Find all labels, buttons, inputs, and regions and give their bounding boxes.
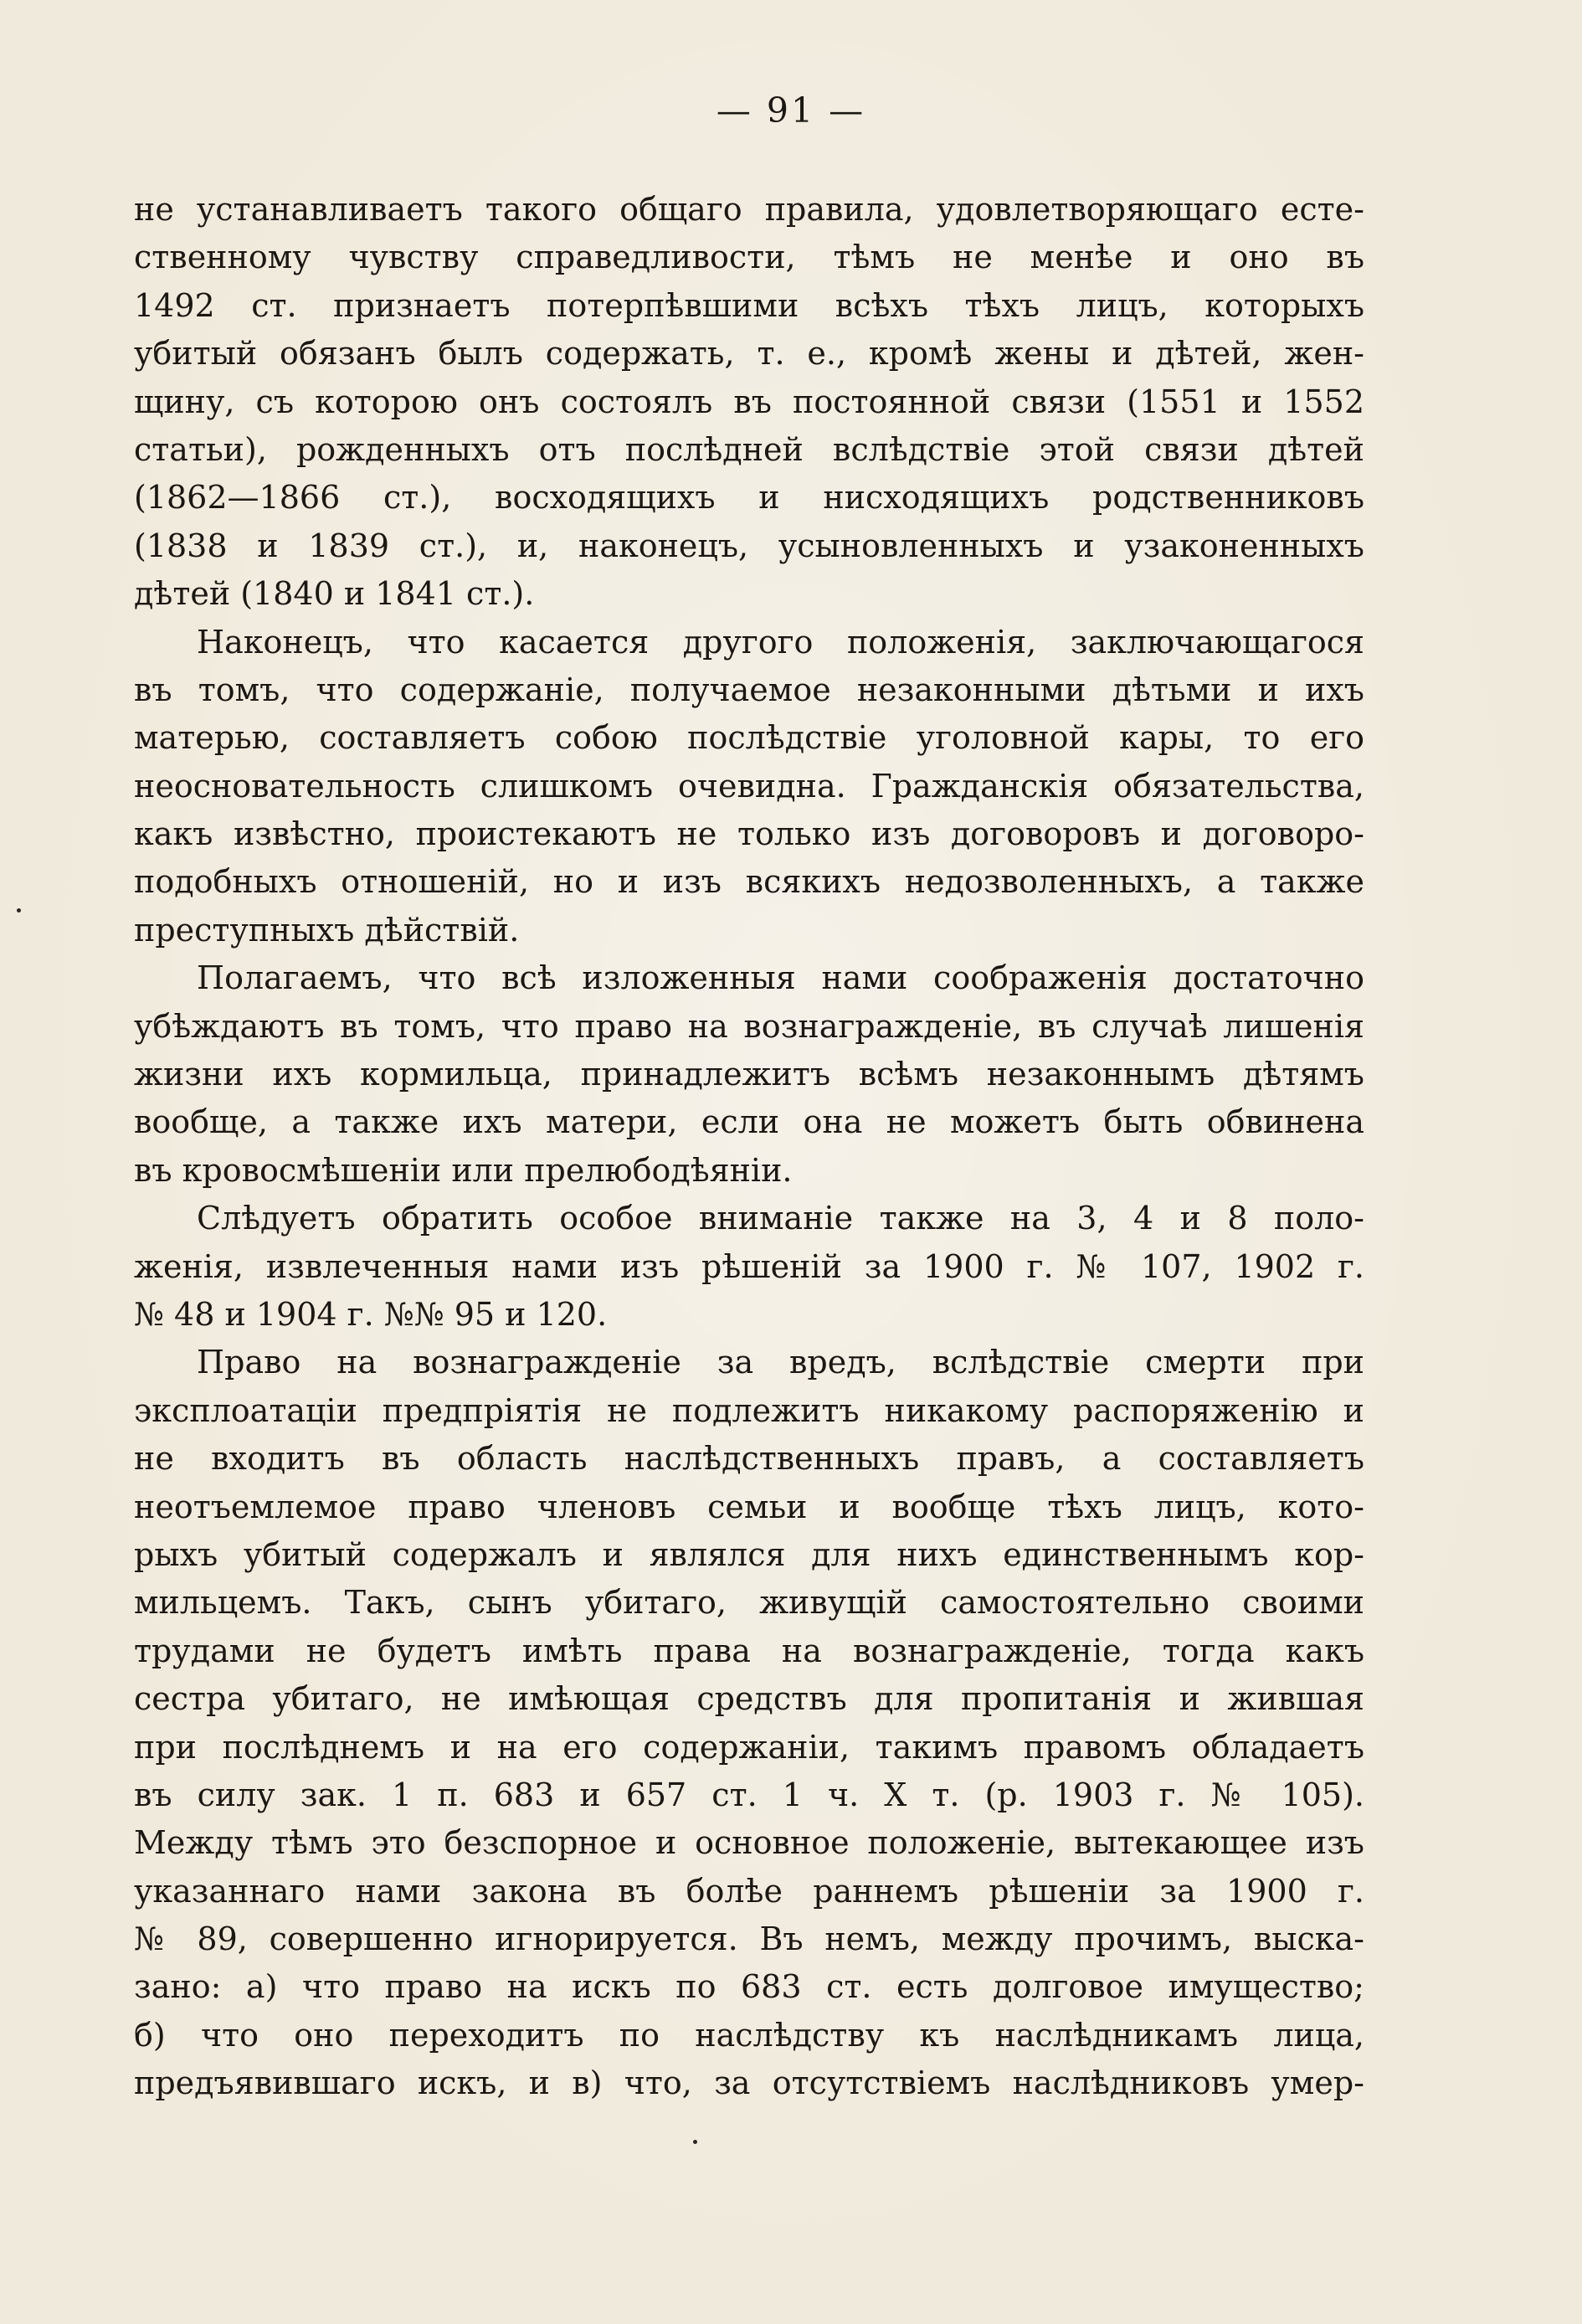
text-line: указаннаго нами закона въ болѣе раннемъ рѣшеніи за 1900 г. xyxy=(134,1872,1364,1910)
paragraph-2 xyxy=(134,619,1364,955)
text-line: сестра убитаго, не имѣющая средствъ для пропитанія и жившая xyxy=(134,1680,1364,1718)
text-line: вообще, а также ихъ матери, если она не можетъ быть обвинена xyxy=(134,1103,1364,1141)
text-line: матерью, составляетъ собою послѣдствіе уголовной кары, то его xyxy=(134,719,1364,757)
paragraph-5 xyxy=(134,1339,1364,2107)
text-line: въ томъ, что содержаніе, получаемое незаконными дѣтьми и ихъ xyxy=(134,671,1364,708)
text-line: (1862—1866 ст.), восходящихъ и нисходящихъ родственниковъ xyxy=(134,479,1364,517)
paragraph-1 xyxy=(134,186,1364,619)
ink-speck xyxy=(17,908,21,913)
text-line: не входитъ въ область наслѣдственныхъ правъ, а составляетъ xyxy=(134,1440,1364,1478)
text-line: неотъемлемое право членовъ семьи и вообще тѣхъ лицъ, кото- xyxy=(134,1488,1364,1525)
text-line: 1492 ст. признаетъ потерпѣвшими всѣхъ тѣхъ лицъ, которыхъ xyxy=(134,286,1364,324)
body-text xyxy=(134,186,1364,2108)
text-line: ственному чувству справедливости, тѣмъ не менѣе и оно въ xyxy=(134,239,1364,276)
text-line: въ силу зак. 1 п. 683 и 657 ст. 1 ч. X т. (р. 1903 г. № 105). xyxy=(134,1776,1364,1813)
text-line: зано: а) что право на искъ по 683 ст. есть долговое имущество; xyxy=(134,1968,1364,2006)
text-line: рыхъ убитый содержалъ и являлся для нихъ единственнымъ кор- xyxy=(134,1535,1364,1573)
ink-speck xyxy=(693,2140,697,2144)
text-line: преступныхъ дѣйствій. xyxy=(134,911,520,949)
text-line: Наконецъ, что касается другого положенія, заключающагося xyxy=(197,623,1364,661)
text-line: Право на вознагражденіе за вредъ, вслѣдствіе смерти при xyxy=(197,1344,1364,1381)
text-line: № 48 и 1904 г. №№ 95 и 120. xyxy=(134,1295,608,1333)
text-line: № 89, совершенно игнорируется. Въ немъ, между прочимъ, выска- xyxy=(134,1920,1364,1958)
text-line: какъ извѣстно, проистекаютъ не только изъ договоровъ и договоро- xyxy=(134,815,1364,853)
text-line: трудами не будетъ имѣть права на вознагражденіе, тогда какъ xyxy=(134,1632,1364,1669)
text-line: мильцемъ. Такъ, сынъ убитаго, живущій самостоятельно своими xyxy=(134,1584,1364,1622)
text-line: Между тѣмъ это безспорное и основное положеніе, вытекающее изъ xyxy=(134,1824,1364,1862)
text-line: неосновательность слишкомъ очевидна. Гражданскія обязательства, xyxy=(134,767,1364,805)
text-line: эксплоатаціи предпріятія не подлежитъ никакому распоряженію и xyxy=(134,1391,1364,1429)
text-line: статьи), рожденныхъ отъ послѣдней вслѣдствіе этой связи дѣтей xyxy=(134,430,1364,468)
text-line: Полагаемъ, что всѣ изложенныя нами соображенія достаточно xyxy=(197,959,1364,997)
text-line: предъявившаго искъ, и в) что, за отсутствіемъ наслѣдниковъ умер- xyxy=(134,2064,1364,2102)
text-line: убѣждаютъ въ томъ, что право на вознагражденіе, въ случаѣ лишенія xyxy=(134,1007,1364,1045)
paragraph-3 xyxy=(134,954,1364,1195)
text-line: дѣтей (1840 и 1841 ст.). xyxy=(134,575,535,613)
text-line: въ кровосмѣшеніи или прелюбодѣяніи. xyxy=(134,1151,793,1189)
text-line: б) что оно переходитъ по наслѣдству къ наслѣдникамъ лица, xyxy=(134,2016,1364,2054)
paragraph-4 xyxy=(134,1195,1364,1339)
text-line: (1838 и 1839 ст.), и, наконецъ, усыновленныхъ и узаконенныхъ xyxy=(134,527,1364,564)
text-line: не устанавливаетъ такого общаго правила, удовлетворяющаго есте- xyxy=(134,191,1364,228)
text-line: убитый обязанъ былъ содержать, т. е., кромѣ жены и дѣтей, жен- xyxy=(134,335,1364,373)
text-line: женія, извлеченныя нами изъ рѣшеній за 1900 г. № 107, 1902 г. xyxy=(134,1247,1364,1285)
text-line: щину, съ которою онъ состоялъ въ постоянной связи (1551 и 1552 xyxy=(134,383,1364,420)
text-line: при послѣднемъ и на его содержаніи, такимъ правомъ обладаетъ xyxy=(134,1728,1364,1766)
text-line: жизни ихъ кормильца, принадлежитъ всѣмъ незаконнымъ дѣтямъ xyxy=(134,1056,1364,1093)
text-line: подобныхъ отношеній, но и изъ всякихъ недозволенныхъ, а также xyxy=(134,863,1364,901)
page-number: — 91 — xyxy=(716,90,866,131)
text-line: Слѣдуетъ обратить особое вниманіе также на 3, 4 и 8 поло- xyxy=(197,1200,1364,1237)
